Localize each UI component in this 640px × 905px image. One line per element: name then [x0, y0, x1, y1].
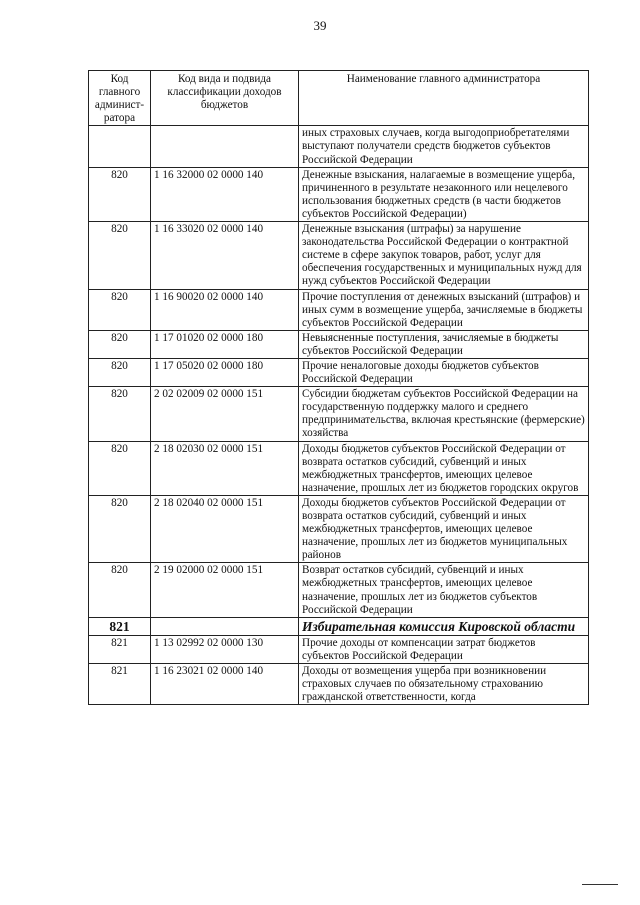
cell-admin-code: 820 — [89, 387, 151, 441]
cell-admin-code: 820 — [89, 563, 151, 617]
cell-admin-code: 820 — [89, 167, 151, 221]
cell-admin-name: Денежные взыскания, налагаемые в возмещение ущерба, причиненного в результате незаконного или нецелевого использования бюджетных средств (в части бюджетов субъектов Российской Федерации) — [299, 167, 589, 221]
table-header-row — [89, 71, 589, 126]
table-row — [89, 495, 589, 562]
cell-admin-code: 820 — [89, 441, 151, 495]
section-header-row — [89, 617, 589, 635]
table-row — [89, 663, 589, 704]
cell-income-code: 2 18 02030 02 0000 151 — [151, 441, 299, 495]
cell-admin-code: 820 — [89, 289, 151, 330]
cell-income-code: 2 18 02040 02 0000 151 — [151, 495, 299, 562]
cell-admin-name: Доходы от возмещения ущерба при возникновении страховых случаев по обязательному страхованию гражданской ответственности, когда — [299, 663, 589, 704]
cell-admin-name: иных страховых случаев, когда выгодоприобретателями выступают получатели средств бюджетов субъектов Российской Федерации — [299, 126, 589, 167]
budget-income-table — [88, 70, 589, 705]
cell-admin-code: 820 — [89, 495, 151, 562]
table-row — [89, 635, 589, 663]
table-row — [89, 167, 589, 221]
cell-income-code: 1 16 33020 02 0000 140 — [151, 222, 299, 289]
header-income-code: Код вида и подвида классификации доходов бюджетов — [151, 71, 299, 126]
header-admin-name: Наименование главного администратора — [299, 71, 589, 126]
cell-admin-name: Невыясненные поступления, зачисляемые в бюджеты субъектов Российской Федерации — [299, 330, 589, 358]
cell-income-code: 1 17 05020 02 0000 180 — [151, 358, 299, 386]
cell-admin-code: 820 — [89, 222, 151, 289]
section-admin-name: Избирательная комиссия Кировской области — [299, 617, 589, 635]
cell-admin-code: 821 — [89, 663, 151, 704]
table-row — [89, 441, 589, 495]
table-row — [89, 222, 589, 289]
section-admin-code: 821 — [89, 617, 151, 635]
table-row — [89, 563, 589, 617]
header-admin-code: Код главного админист-ратора — [89, 71, 151, 126]
cell-admin-code: 820 — [89, 358, 151, 386]
cell-income-code: 2 19 02000 02 0000 151 — [151, 563, 299, 617]
cell-income-code: 1 16 90020 02 0000 140 — [151, 289, 299, 330]
cell-admin-code: 820 — [89, 330, 151, 358]
table-row — [89, 387, 589, 441]
cell-admin-name: Денежные взыскания (штрафы) за нарушение законодательства Российской Федерации о контрактной системе в сфере закупок товаров, работ, услуг для обеспечения государственных и муниципальных нужд для нужд субъектов Российской Федерации — [299, 222, 589, 289]
table-row — [89, 330, 589, 358]
cell-income-code: 1 16 32000 02 0000 140 — [151, 167, 299, 221]
section-income-code — [151, 617, 299, 635]
cell-income-code — [151, 126, 299, 167]
cell-admin-name: Прочие поступления от денежных взысканий (штрафов) и иных сумм в возмещение ущерба, зачисляемые в бюджеты субъектов Российской Федерации — [299, 289, 589, 330]
cell-admin-name: Прочие доходы от компенсации затрат бюджетов субъектов Российской Федерации — [299, 635, 589, 663]
cell-admin-code: 821 — [89, 635, 151, 663]
cell-admin-code — [89, 126, 151, 167]
cell-income-code: 1 17 01020 02 0000 180 — [151, 330, 299, 358]
page-number: 39 — [313, 18, 327, 33]
footer-rule — [582, 884, 618, 885]
cell-income-code: 1 13 02992 02 0000 130 — [151, 635, 299, 663]
cell-admin-name: Прочие неналоговые доходы бюджетов субъектов Российской Федерации — [299, 358, 589, 386]
cell-admin-name: Доходы бюджетов субъектов Российской Федерации от возврата остатков субсидий, субвенций и иных межбюджетных трансфертов, имеющих целевое назначение, прошлых лет из бюджетов муниципальных районов — [299, 495, 589, 562]
cell-admin-name: Возврат остатков субсидий, субвенций и иных межбюджетных трансфертов, имеющих целевое назначение, прошлых лет из бюджетов субъектов Российской Федерации — [299, 563, 589, 617]
table-row — [89, 358, 589, 386]
table-row — [89, 289, 589, 330]
cell-admin-name: Субсидии бюджетам субъектов Российской Федерации на государственную поддержку малого и среднего предпринимательства, включая крестьянские (фермерские) хозяйства — [299, 387, 589, 441]
table-row-continuation — [89, 126, 589, 167]
cell-admin-name: Доходы бюджетов субъектов Российской Федерации от возврата остатков субсидий, субвенций и иных межбюджетных трансфертов, имеющих целевое назначение, прошлых лет из бюджетов городских округов — [299, 441, 589, 495]
cell-income-code: 2 02 02009 02 0000 151 — [151, 387, 299, 441]
cell-income-code: 1 16 23021 02 0000 140 — [151, 663, 299, 704]
